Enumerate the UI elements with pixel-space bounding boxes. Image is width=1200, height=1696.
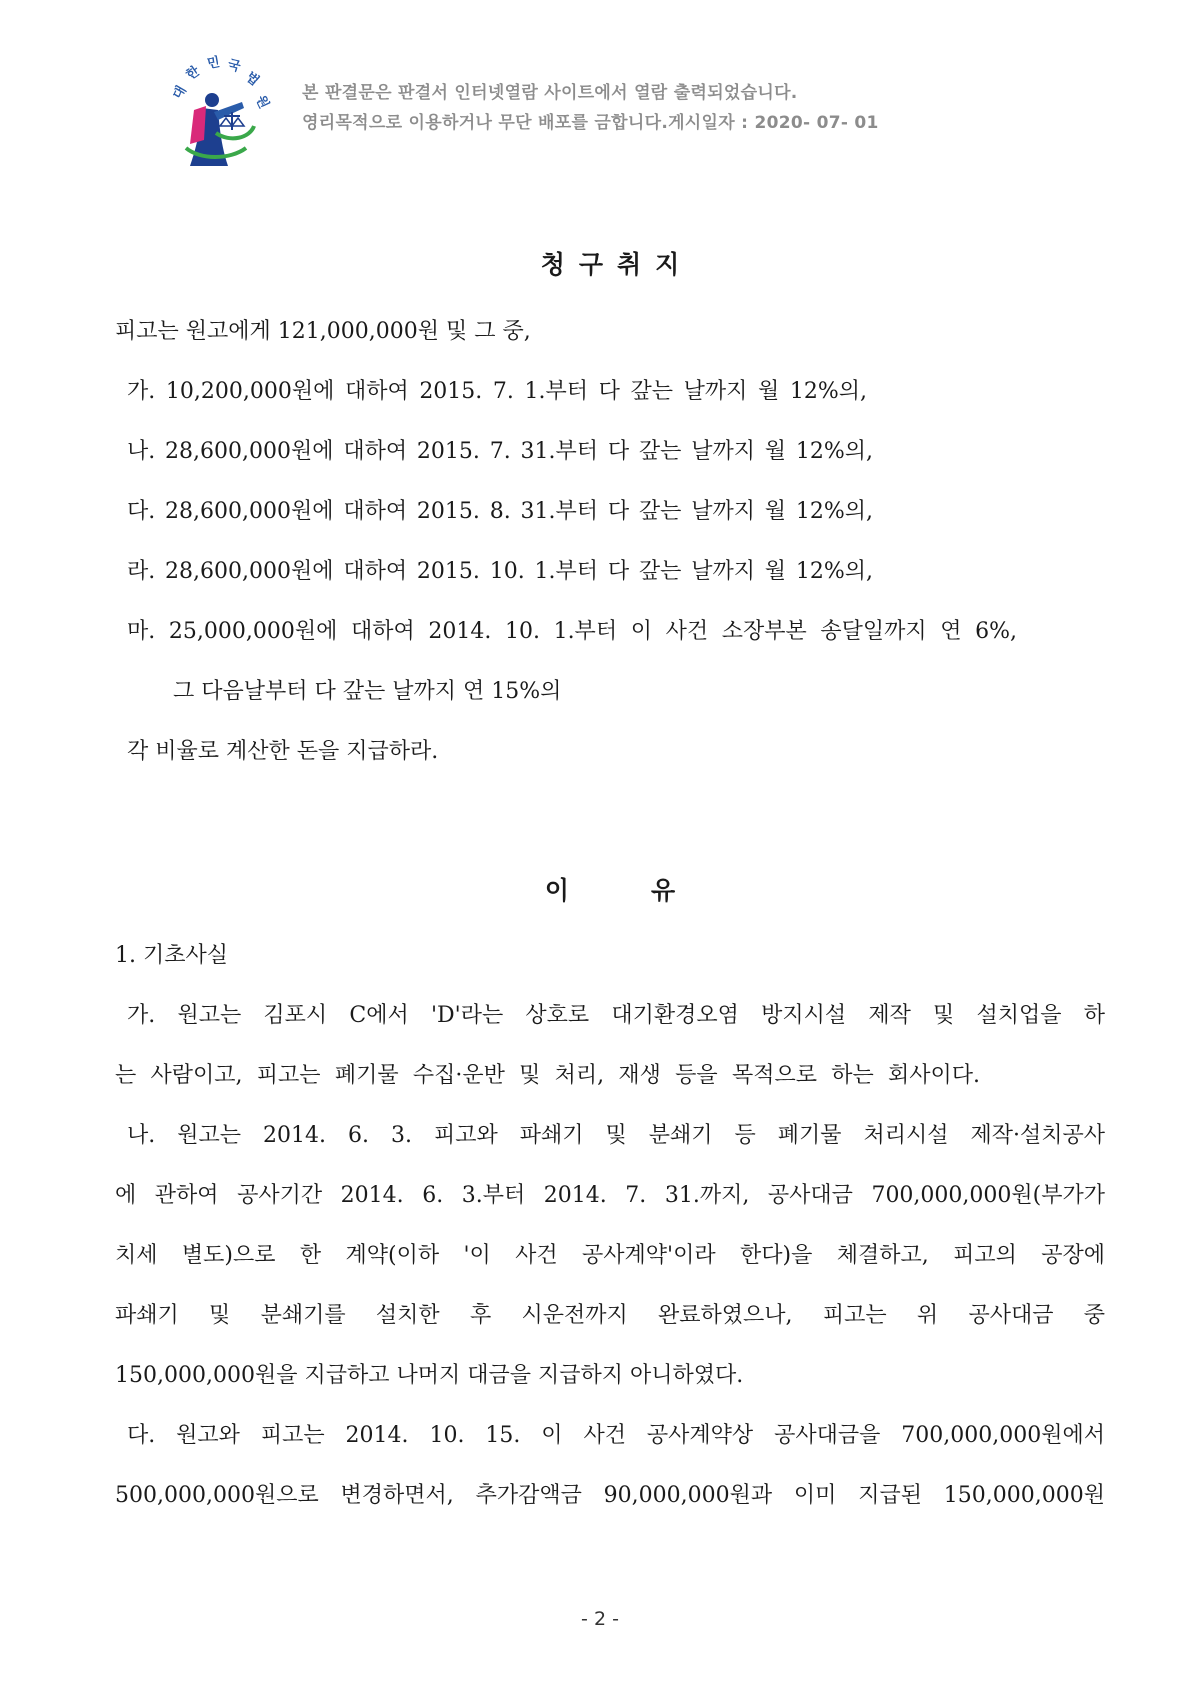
reason-title-part2: 유 xyxy=(651,876,676,905)
reason-line: 에 관하여 공사기간 2014. 6. 3.부터 2014. 7. 31.까지, 공사대금 700,000,000원(부가가 xyxy=(115,1183,1105,1208)
reason-line: 나. 원고는 2014. 6. 3. 피고와 파쇄기 및 분쇄기 등 폐기물 처리시설 제작·설치공사 xyxy=(127,1123,1105,1148)
claim-item-da: 다. 28,600,000원에 대하여 2015. 8. 31.부터 다 갚는 날까지 월 12%의, xyxy=(127,499,873,524)
header xyxy=(140,40,1140,170)
claim-item-ra: 라. 28,600,000원에 대하여 2015. 10. 1.부터 다 갚는 날까지 월 12%의, xyxy=(127,559,873,584)
reason-line: 치세 별도)으로 한 계약(이하 '이 사건 공사계약'이라 한다)을 체결하고, 피고의 공장에 xyxy=(115,1243,1105,1268)
claim-closing: 각 비율로 계산한 돈을 지급하라. xyxy=(127,739,439,764)
court-logo-icon xyxy=(150,48,280,173)
print-notice xyxy=(302,78,879,138)
page-number: - 2 - xyxy=(581,1608,619,1630)
svg-text:원: 원 xyxy=(252,93,272,112)
notice-line-1: 본 판결문은 판결서 인터넷열람 사이트에서 열람 출력되었습니다. xyxy=(302,83,798,103)
svg-text:국: 국 xyxy=(225,57,242,76)
reason-line: 가. 원고는 김포시 C에서 'D'라는 상호로 대기환경오염 방지시설 제작 및 설치업을 하 xyxy=(127,1003,1105,1028)
claim-title: 청구취지 xyxy=(540,250,694,279)
reason-title-part1: 이 xyxy=(544,876,569,905)
reason-line: 파쇄기 및 분쇄기를 설치한 후 시운전까지 완료하였으나, 피고는 위 공사대금 중 xyxy=(115,1303,1105,1328)
svg-text:법: 법 xyxy=(242,69,262,90)
notice-line-2: 영리목적으로 이용하거나 무단 배포를 금합니다.게시일자 : 2020- 07- 01 xyxy=(302,113,879,133)
svg-text:한: 한 xyxy=(183,63,203,84)
svg-text:민: 민 xyxy=(206,54,222,72)
claim-item-ma: 마. 25,000,000원에 대하여 2014. 10. 1.부터 이 사건 소장부본 송달일까지 연 6%, xyxy=(127,619,1017,644)
claim-item-ma-cont: 그 다음날부터 다 갚는 날까지 연 15%의 xyxy=(173,679,562,704)
section1-heading: 1. 기초사실 xyxy=(115,943,228,968)
reason-line: 는 사람이고, 피고는 폐기물 수집·운반 및 처리, 재생 등을 목적으로 하는 회사이다. xyxy=(115,1063,980,1088)
reason-line: 500,000,000원으로 변경하면서, 추가감액금 90,000,000원과 이미 지급된 150,000,000원 xyxy=(115,1483,1105,1508)
claim-intro: 피고는 원고에게 121,000,000원 및 그 중, xyxy=(115,319,531,344)
claim-item-ga: 가. 10,200,000원에 대하여 2015. 7. 1.부터 다 갚는 날까지 월 12%의, xyxy=(127,379,867,404)
reason-title xyxy=(115,866,1105,916)
document-body xyxy=(115,240,1105,1526)
reason-line: 150,000,000원을 지급하고 나머지 대금을 지급하지 아니하였다. xyxy=(115,1363,744,1388)
svg-text:대: 대 xyxy=(170,83,190,102)
claim-item-na: 나. 28,600,000원에 대하여 2015. 7. 31.부터 다 갚는 날까지 월 12%의, xyxy=(127,439,873,464)
reason-line: 다. 원고와 피고는 2014. 10. 15. 이 사건 공사계약상 공사대금을 700,000,000원에서 xyxy=(127,1423,1105,1448)
